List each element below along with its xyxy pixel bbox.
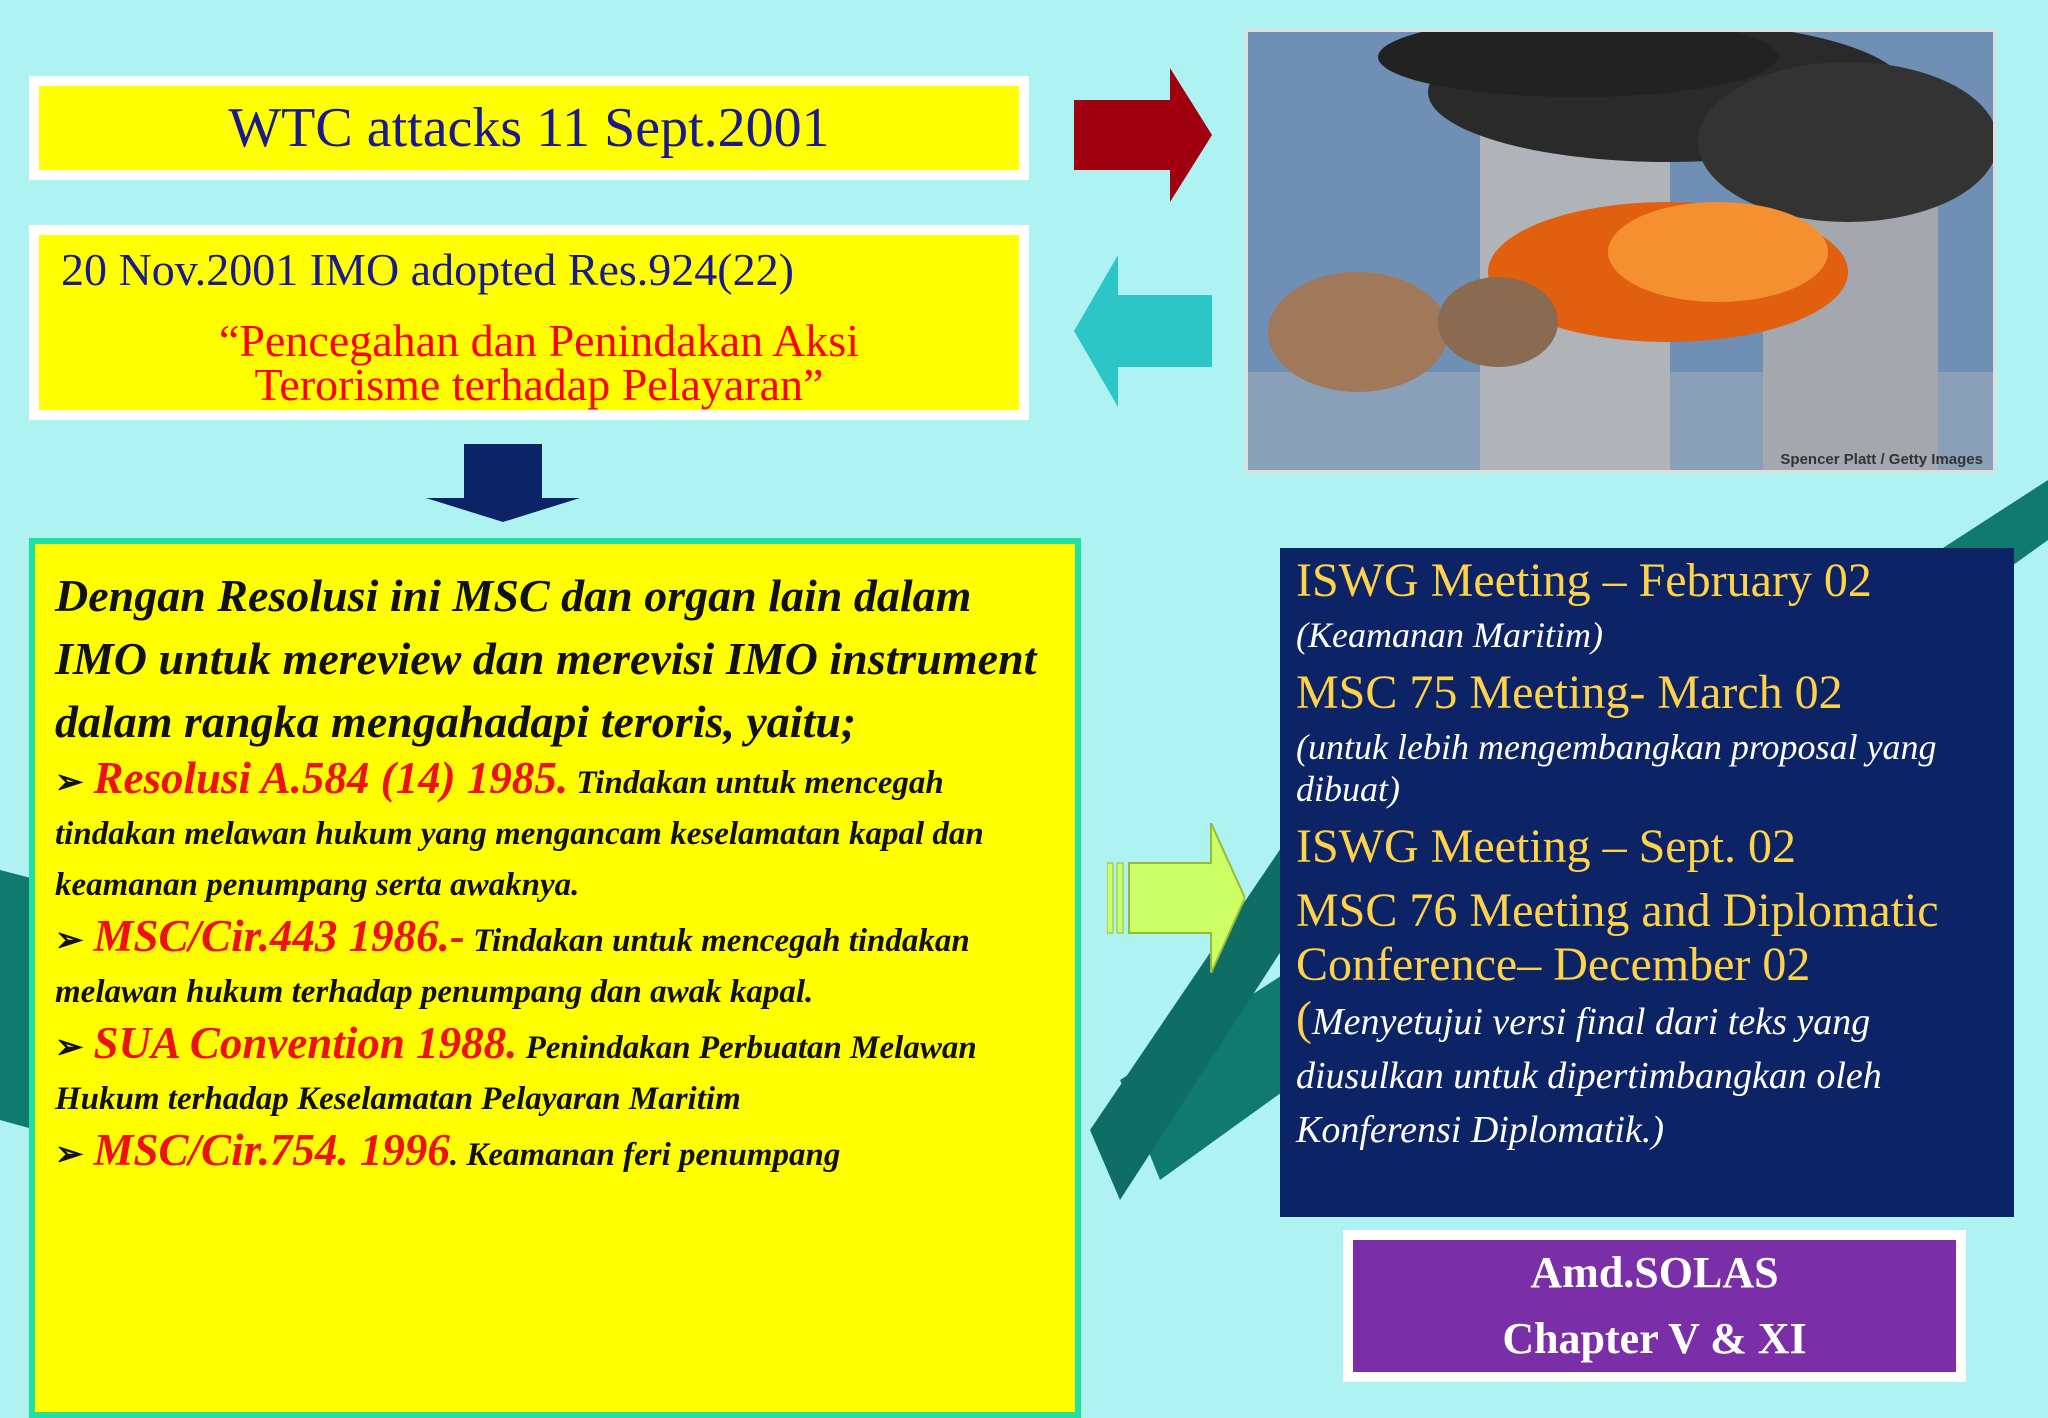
item-lead: MSC/Cir.754. 1996 <box>93 1125 450 1175</box>
meeting-4 <box>1296 884 1998 1154</box>
resolution-quote <box>39 315 1039 410</box>
red-right-arrow-icon <box>1074 68 1212 202</box>
cyan-left-arrow-icon <box>1074 255 1212 407</box>
meeting-2-note: (untuk lebih mengembangkan proposal yang dibuat) <box>1296 727 1937 809</box>
wtc-photo <box>1245 29 1996 473</box>
item-lead: SUA Convention 1988. <box>93 1018 518 1068</box>
item-lead: MSC/Cir.443 1986.- <box>93 911 465 961</box>
resolution-line: 20 Nov.2001 IMO adopted Res.924(22) <box>61 244 794 295</box>
bullet-arrow-icon: ➢ <box>55 922 84 959</box>
meeting-4-note: Menyetujui versi final dari teks yang diusulkan untuk dipertimbangkan oleh Konferensi Diplomatik.) <box>1296 1001 1882 1151</box>
item-text: Tindakan untuk mencegah tindakan melawan hukum terhadap penumpang dan awak kapal. <box>55 923 970 1010</box>
solas-box <box>1343 1230 1966 1382</box>
meetings-box <box>1280 548 2014 1217</box>
resolution-box <box>29 225 1029 420</box>
solas-line-1: Amd.SOLAS <box>1530 1248 1779 1297</box>
item-lead: Resolusi A.584 (14) 1985. <box>93 753 569 803</box>
meeting-1: ISWG Meeting – February 02 <box>1296 554 1872 607</box>
bullet-arrow-icon: ➢ <box>55 1029 84 1066</box>
green-right-arrow-icon <box>1107 823 1245 973</box>
resolution-quote-2: Terorisme terhadap Pelayaran” <box>254 359 824 410</box>
item-text: Tindakan untuk mencegah tindakan melawan hukum yang mengancam keselamatan kapal dan keamanan penumpang serta awaknya. <box>55 765 984 903</box>
solas-line-2: Chapter V & XI <box>1502 1314 1807 1363</box>
bullet-arrow-icon: ➢ <box>55 1136 84 1173</box>
list-item <box>55 911 1061 1018</box>
main-intro: Dengan Resolusi ini MSC dan organ lain dalam IMO untuk mereview dan merevisi IMO instrument dalam rangka mengahadapi teroris, yaitu; <box>55 570 1037 747</box>
list-item <box>55 1125 1061 1181</box>
item-text: . Keamanan feri penumpang <box>449 1137 841 1173</box>
meeting-3: ISWG Meeting – Sept. 02 <box>1296 820 1796 873</box>
slide-title: WTC attacks 11 Sept.2001 <box>228 97 830 159</box>
photo-credit: Spencer Platt / Getty Images <box>1780 451 1983 468</box>
list-item <box>55 1018 1061 1125</box>
meeting-2: MSC 75 Meeting- March 02 <box>1296 666 1843 719</box>
navy-down-arrow-icon <box>426 444 580 522</box>
resolution-quote-1: “Pencegahan dan Penindakan Aksi <box>219 315 859 366</box>
list-item <box>55 753 1061 911</box>
item-text: Penindakan Perbuatan Melawan Hukum terhadap Keselamatan Pelayaran Maritim <box>55 1030 977 1117</box>
title-box <box>29 76 1029 180</box>
wtc-photo-image <box>1248 32 1993 470</box>
bullet-arrow-icon: ➢ <box>55 764 84 801</box>
main-box <box>29 538 1081 1418</box>
meeting-4-title: MSC 76 Meeting and Diplomatic Conference– December 02 ( <box>1296 884 1939 1045</box>
meeting-1-note: (Keamanan Maritim) <box>1296 615 1603 655</box>
